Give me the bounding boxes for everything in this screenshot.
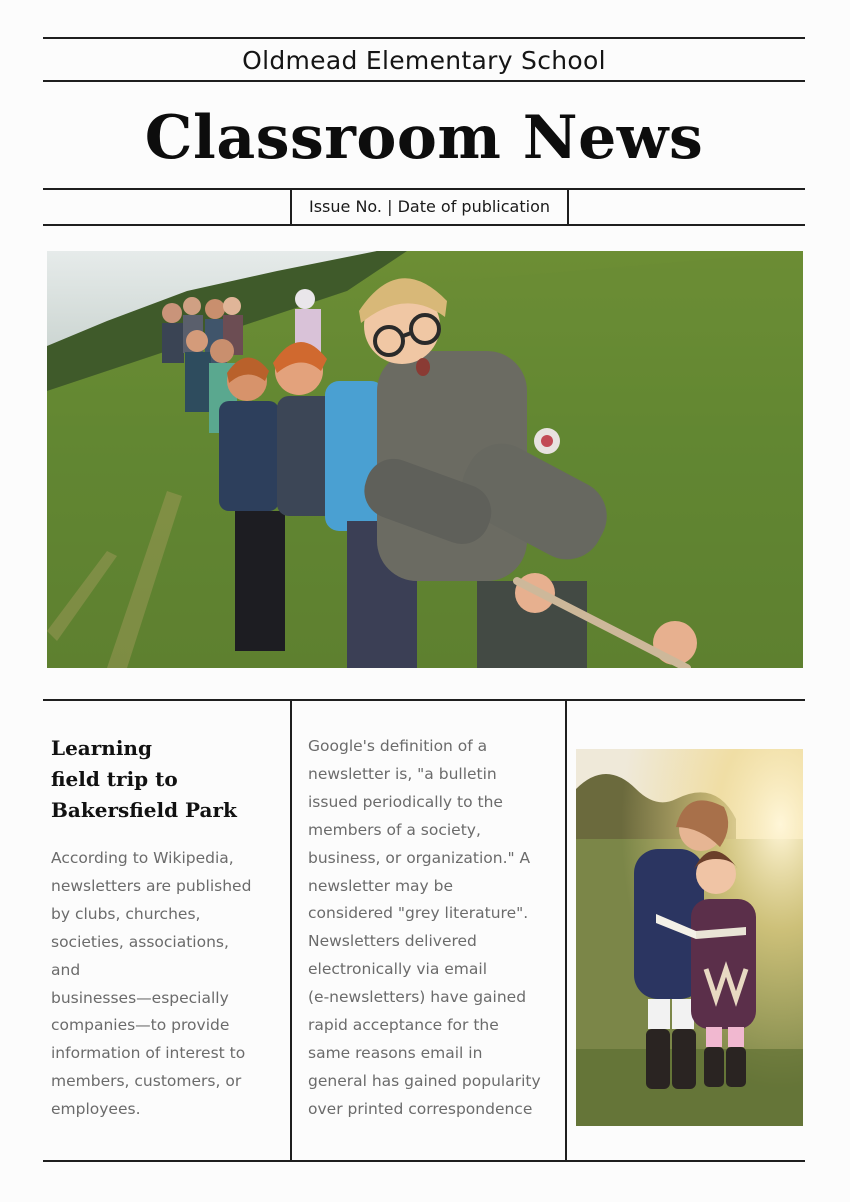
side-photo-illustration: [576, 749, 803, 1126]
hero-photo: [47, 251, 803, 668]
article-heading: Learning field trip to Bakersfield Park: [51, 736, 237, 822]
top-rule: [43, 37, 805, 39]
column-divider-1: [290, 700, 292, 1161]
school-name: Oldmead Elementary School: [242, 45, 606, 75]
issue-line: Issue No. | Date of publication: [308, 197, 550, 216]
section-rule: [43, 699, 805, 701]
issue-rule: [43, 224, 805, 226]
article-body-column-1: According to Wikipedia, newsletters are published by clubs, churches, societies, associations, and businesses—especially companies—to provide information of interest to members, customers, or employees.: [51, 849, 252, 1119]
hero-photo-illustration: [47, 251, 803, 668]
bottom-rule: [43, 1160, 805, 1162]
issue-info: [290, 189, 569, 224]
column-divider-2: [565, 700, 567, 1161]
school-name-rule: [43, 80, 805, 82]
newsletter-title: Classroom News: [144, 103, 704, 173]
side-photo: [576, 749, 803, 1126]
article-body-column-2: Google's definition of a newsletter is, "a bulletin issued periodically to the members of a society, business, or organization." A newsletter may be considered "grey literature". Newsletters delivered electronically via email (e-newsletters) have gained rapid acceptance for the same reasons email in general has gained popularity over printed correspondence: [308, 737, 541, 1118]
